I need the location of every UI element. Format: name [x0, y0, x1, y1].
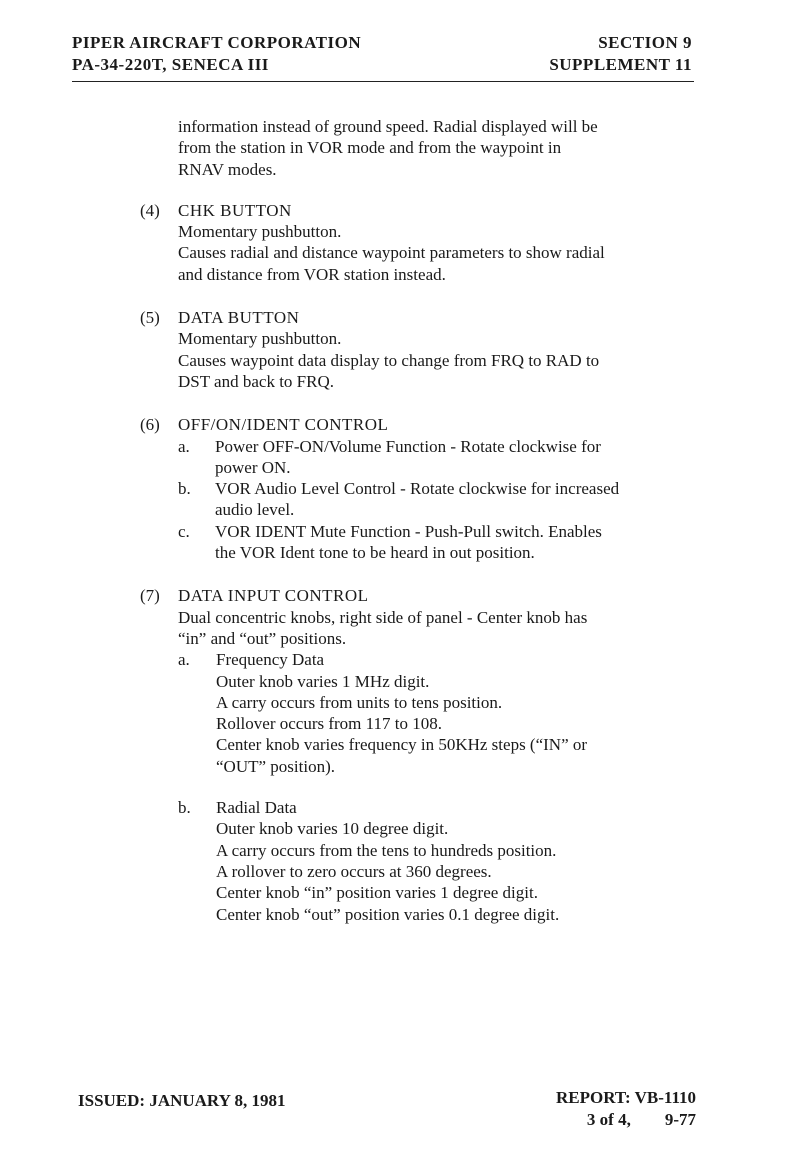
sub-item-title: Frequency Data — [216, 650, 325, 670]
text-line: the VOR Ident tone to be heard in out position. — [215, 543, 535, 563]
text-line: Momentary pushbutton. — [178, 329, 342, 349]
item-title: CHK BUTTON — [178, 200, 292, 220]
text-line: Center knob “out” position varies 0.1 degree digit. — [216, 904, 560, 924]
section-label: SECTION 9 — [598, 33, 692, 52]
text-line: Center knob varies frequency in 50KHz steps (“IN” or — [216, 735, 588, 755]
text-line: “OUT” position). — [216, 756, 335, 776]
issued-date: ISSUED: JANUARY 8, 1981 — [78, 1091, 286, 1110]
item-off-on-ident-control — [0, 414, 800, 563]
text-line: and distance from VOR station instead. — [178, 264, 446, 284]
text-line: Rollover occurs from 117 to 108. — [216, 714, 442, 734]
item-number: (6) — [140, 415, 160, 435]
item-data-input-control — [0, 585, 800, 924]
text-line: information instead of ground speed. Radial displayed will be — [178, 117, 598, 136]
item-chk-button — [0, 200, 800, 285]
page-body — [0, 116, 800, 925]
header-divider — [72, 81, 694, 82]
sub-item-title: Radial Data — [216, 798, 297, 818]
text-line: Center knob “in” position varies 1 degree digit. — [216, 883, 538, 903]
item-number: (4) — [140, 200, 160, 220]
page-header — [72, 32, 692, 82]
sub-item-ident-mute — [0, 521, 800, 564]
text-line: from the station in VOR mode and from the waypoint in — [178, 138, 562, 158]
aircraft-model: PA-34-220T, SENECA III — [72, 55, 269, 74]
sub-item-letter: a. — [178, 436, 190, 456]
item-title: DATA INPUT CONTROL — [178, 586, 369, 606]
page-number — [556, 1109, 696, 1131]
text-line: A carry occurs from units to tens position. — [216, 692, 503, 712]
text-line: Dual concentric knobs, right side of panel - Center knob has — [178, 607, 588, 627]
text-line: A rollover to zero occurs at 360 degrees. — [216, 861, 492, 881]
footer-report-block — [556, 1087, 696, 1131]
text-line: Momentary pushbutton. — [178, 222, 342, 242]
manufacturer-name: PIPER AIRCRAFT CORPORATION — [72, 33, 362, 52]
text-line: VOR IDENT Mute Function - Push-Pull switch. Enables — [215, 521, 602, 541]
text-line: Outer knob varies 1 MHz digit. — [216, 671, 430, 691]
item-number: (7) — [140, 586, 160, 606]
text-line: Outer knob varies 10 degree digit. — [216, 819, 449, 839]
page-of: 3 of 4, — [586, 1110, 631, 1129]
item-number: (5) — [140, 308, 160, 328]
sub-item-letter: b. — [178, 479, 191, 499]
sub-item-letter: c. — [178, 521, 190, 541]
sub-item-radial-data — [0, 797, 800, 925]
header-left — [72, 32, 361, 76]
text-line: A carry occurs from the tens to hundreds position. — [216, 840, 557, 860]
intro-paragraph — [178, 116, 690, 180]
sub-item-power — [0, 436, 800, 479]
text-line: Power OFF-ON/Volume Function - Rotate clockwise for — [215, 436, 601, 456]
text-line: DST and back to FRQ. — [178, 371, 334, 391]
sub-item-letter: a. — [178, 650, 190, 670]
item-title: OFF/ON/IDENT CONTROL — [178, 415, 389, 435]
sub-item-audio-level — [0, 478, 800, 521]
supplement-label: SUPPLEMENT 11 — [549, 55, 692, 74]
text-line: Causes radial and distance waypoint parameters to show radial — [178, 243, 605, 263]
text-line: VOR Audio Level Control - Rotate clockwise for increased — [215, 479, 620, 499]
text-line: power ON. — [215, 457, 291, 477]
text-line: “in” and “out” positions. — [178, 628, 347, 648]
item-title: DATA BUTTON — [178, 308, 300, 328]
text-line: RNAV modes. — [178, 159, 277, 179]
sub-item-frequency-data — [0, 649, 800, 777]
page-num: 9-77 — [664, 1110, 696, 1129]
item-data-button — [0, 307, 800, 392]
text-line: Causes waypoint data display to change from FRQ to RAD to — [178, 350, 600, 370]
text-line: audio level. — [215, 500, 295, 520]
report-number: REPORT: VB-1110 — [556, 1088, 696, 1107]
sub-item-letter: b. — [178, 798, 191, 818]
header-right — [549, 32, 692, 76]
